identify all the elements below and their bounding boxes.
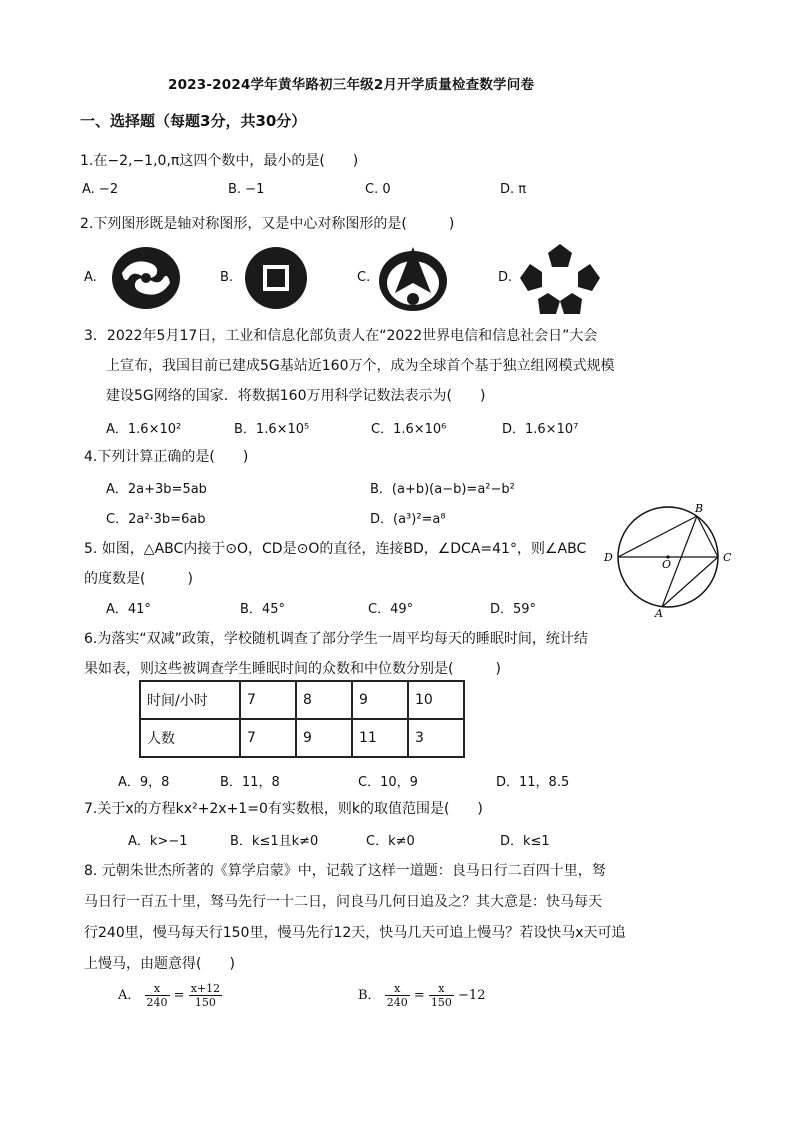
denominator: 240	[146, 996, 168, 1009]
question-8-line4: 上慢马，由题意得( )	[84, 956, 235, 972]
q3-option-d[interactable]: D．1.6×10⁷	[502, 422, 579, 437]
q7-option-c[interactable]: C．k≠0	[366, 834, 415, 849]
table-row	[140, 719, 464, 757]
table-cell: 7	[240, 719, 296, 757]
denominator: 150	[430, 996, 452, 1009]
fraction	[385, 982, 410, 1009]
question-8-line2: 马日行一百五十里，驽马先行一十二日，问良马几何日追及之？其大意是：快马每天	[84, 894, 602, 910]
segment-bc	[697, 516, 718, 557]
question-8-line3: 行240里，慢马每天行150里，慢马先行12天，快马几天可追上慢马？若设快马x天可追	[84, 925, 626, 941]
denominator: 150	[194, 996, 216, 1009]
question-5-line1: 5. 如图，△ABC内接于⊙O，CD是⊙O的直径，连接BD，∠DCA=41°，则∠ABC	[84, 541, 587, 557]
q4-option-b[interactable]: B．(a+b)(a−b)=a²−b²	[370, 482, 515, 497]
table-cell: 9	[352, 681, 408, 719]
question-6-line2: 果如表，则这些被调查学生睡眠时间的众数和中位数分别是( )	[84, 661, 501, 677]
q6-option-c[interactable]: C．10，9	[358, 775, 418, 790]
pentagon-ring-figure	[518, 242, 602, 316]
equals-sign: =	[413, 988, 425, 1003]
option-label: B．	[358, 988, 381, 1003]
fraction	[189, 982, 222, 1009]
question-5-line2: 的度数是( )	[84, 571, 193, 587]
q7-option-b[interactable]: B．k≤1且k≠0	[230, 834, 319, 849]
table-cell: 7	[240, 681, 296, 719]
question-6-line1: 6.为落实“双减”政策，学校随机调查了部分学生一周平均每天的睡眠时间，统计结	[84, 631, 588, 647]
denominator: 240	[386, 996, 408, 1009]
label-b: B	[695, 502, 704, 515]
question-7-stem: 7.关于x的方程kx²+2x+1=0有实数根，则k的取值范围是( )	[84, 801, 483, 817]
q6-option-a[interactable]: A．9，8	[118, 775, 170, 790]
q2-option-c-label[interactable]: C.	[357, 270, 371, 285]
label-a: A	[655, 607, 663, 620]
table-cell: 8	[296, 681, 352, 719]
label-o: O	[662, 558, 672, 571]
q5-option-d[interactable]: D．59°	[490, 602, 537, 617]
question-3-line3: 建设5G网络的国家．将数据160万用科学记数法表示为( )	[106, 388, 486, 404]
q4-option-c[interactable]: C．2a²·3b=6ab	[106, 512, 206, 527]
fraction	[145, 982, 170, 1009]
table-cell: 11	[352, 719, 408, 757]
sleep-time-table	[139, 680, 465, 758]
question-8-line1: 8. 元朝朱世杰所著的《算学启蒙》中，记载了这样一道题：良马日行二百四十里，驽	[84, 863, 606, 879]
option-label: A．	[118, 988, 141, 1003]
arrow-emblem-figure	[377, 243, 449, 313]
q3-option-b[interactable]: B．1.6×10⁵	[234, 422, 310, 437]
question-4-stem: 4.下列计算正确的是( )	[84, 449, 249, 465]
yin-yang-swirl-figure	[110, 245, 182, 311]
q2-option-a-label[interactable]: A.	[84, 270, 97, 285]
fraction	[429, 982, 454, 1009]
q4-option-a[interactable]: A．2a+3b=5ab	[106, 482, 207, 497]
q5-option-a[interactable]: A．41°	[106, 602, 151, 617]
segment-db	[618, 516, 697, 557]
table-cell: 人数	[140, 719, 240, 757]
table-cell: 10	[408, 681, 464, 719]
minus-term: −12	[458, 988, 486, 1003]
q1-option-a[interactable]: A. −2	[82, 182, 119, 197]
q6-option-d[interactable]: D．11，8.5	[496, 775, 570, 790]
question-3-line2: 上宣布，我国目前已建成5G基站近160万个，成为全球首个基于独立组网模式规模	[106, 358, 615, 374]
q7-option-d[interactable]: D．k≤1	[500, 834, 550, 849]
question-3-line1: 3．2022年5月17日，工业和信息化部负责人在“2022世界电信和信息社会日”大会	[84, 328, 598, 344]
equals-sign: =	[173, 988, 185, 1003]
label-d: D	[604, 551, 613, 564]
q1-option-b[interactable]: B. −1	[228, 182, 265, 197]
page-title: 2023-2024学年黄华路初三年级2月开学质量检查数学问卷	[168, 77, 535, 93]
q3-option-c[interactable]: C．1.6×10⁶	[371, 422, 447, 437]
circle-geometry-figure	[600, 500, 740, 620]
q2-option-b-label[interactable]: B.	[220, 270, 234, 285]
q4-option-d[interactable]: D．(a³)²=a⁸	[370, 512, 446, 527]
q7-option-a[interactable]: A．k>−1	[128, 834, 188, 849]
numerator: x	[145, 982, 170, 996]
table-cell: 3	[408, 719, 464, 757]
coin-square-hole-figure	[243, 245, 309, 311]
question-2-stem: 2.下列图形既是轴对称图形，又是中心对称图形的是( )	[80, 216, 455, 232]
table-header-row	[140, 681, 464, 719]
q8-option-a[interactable]	[118, 982, 222, 1009]
q5-option-c[interactable]: C．49°	[368, 602, 414, 617]
label-c: C	[723, 551, 732, 564]
numerator: x+12	[190, 982, 221, 995]
numerator: x	[429, 982, 454, 996]
question-1-stem: 1.在−2,−1,0,π这四个数中，最小的是( )	[80, 153, 359, 169]
q6-option-b[interactable]: B．11，8	[220, 775, 280, 790]
table-cell: 9	[296, 719, 352, 757]
section-heading: 一、选择题（每题3分，共30分）	[80, 112, 307, 130]
q1-option-d[interactable]: D. π	[500, 182, 527, 197]
q8-option-b[interactable]	[358, 982, 485, 1009]
q5-option-b[interactable]: B．45°	[240, 602, 285, 617]
q2-option-d-label[interactable]: D.	[498, 270, 513, 285]
table-cell: 时间/小时	[140, 681, 240, 719]
numerator: x	[385, 982, 410, 996]
q3-option-a[interactable]: A．1.6×10²	[106, 422, 182, 437]
q1-option-c[interactable]: C. 0	[365, 182, 391, 197]
